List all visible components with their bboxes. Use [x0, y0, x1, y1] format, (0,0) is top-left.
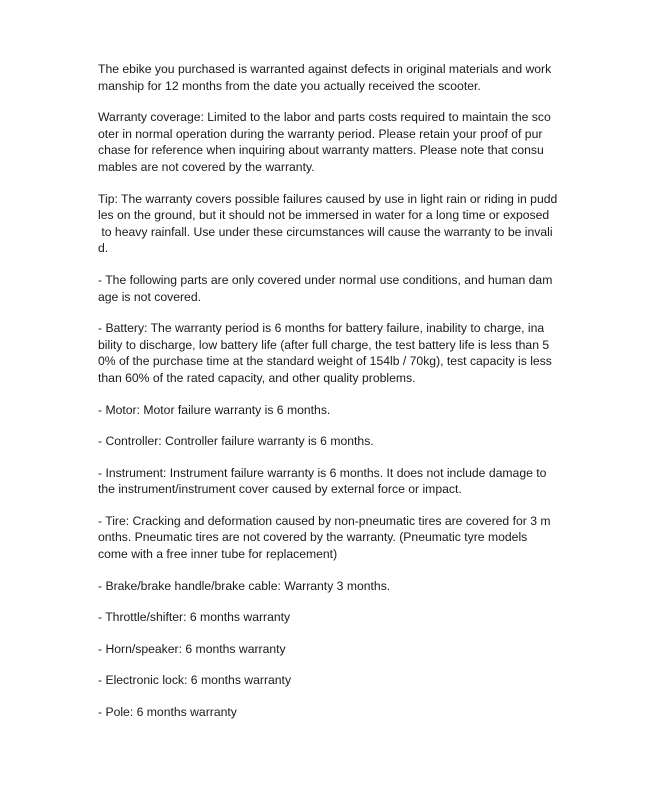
paragraph	[98, 513, 558, 563]
text-line: - Tire: Cracking and deformation caused by non-pneumatic tires are covered for 3 m	[98, 513, 551, 528]
text-line: - The following parts are only covered under normal use conditions, and human dam	[98, 272, 553, 287]
text-line: - Motor: Motor failure warranty is 6 months.	[98, 402, 331, 417]
paragraph	[98, 402, 558, 419]
text-line: - Instrument: Instrument failure warranty is 6 months. It does not include damage to	[98, 465, 547, 480]
text-line: Warranty coverage: Limited to the labor and parts costs required to maintain the sco	[98, 110, 551, 125]
text-line: the instrument/instrument cover caused by external force or impact.	[98, 482, 462, 497]
text-line: manship for 12 months from the date you actually received the scooter.	[98, 78, 481, 93]
text-line: to heavy rainfall. Use under these circumstances will cause the warranty to be invali	[98, 224, 553, 239]
text-line: - Battery: The warranty period is 6 months for battery failure, inability to charge, ina	[98, 321, 545, 336]
text-line: oter in normal operation during the warranty period. Please retain your proof of pur	[98, 126, 543, 141]
paragraph	[98, 320, 558, 386]
text-line: The ebike you purchased is warranted against defects in original materials and work	[98, 62, 552, 76]
text-line: d.	[98, 241, 109, 256]
paragraph	[98, 109, 558, 175]
warranty-text-body	[98, 61, 558, 736]
text-line: - Horn/speaker: 6 months warranty	[98, 641, 286, 656]
text-line: - Throttle/shifter: 6 months warranty	[98, 610, 291, 625]
text-line: 0% of the purchase time at the standard weight of 154lb / 70kg), test capacity is less	[98, 354, 552, 369]
text-line: onths. Pneumatic tires are not covered by the warranty. (Pneumatic tyre models	[98, 530, 528, 545]
paragraph	[98, 641, 558, 658]
text-line: Tip: The warranty covers possible failures caused by use in light rain or riding in pudd	[98, 191, 558, 206]
text-line: les on the ground, but it should not be immersed in water for a long time or exposed	[98, 208, 550, 223]
paragraph	[98, 433, 558, 450]
text-line: - Electronic lock: 6 months warranty	[98, 673, 292, 688]
text-line: - Pole: 6 months warranty	[98, 705, 237, 720]
paragraph	[98, 609, 558, 626]
text-line: than 60% of the rated capacity, and other quality problems.	[98, 370, 416, 385]
paragraph	[98, 704, 558, 721]
text-line: age is not covered.	[98, 289, 201, 304]
text-line: - Controller: Controller failure warranty is 6 months.	[98, 434, 374, 449]
paragraph	[98, 61, 558, 94]
text-line: - Brake/brake handle/brake cable: Warranty 3 months.	[98, 578, 391, 593]
paragraph	[98, 578, 558, 595]
text-line: mables are not covered by the warranty.	[98, 159, 315, 174]
text-line: come with a free inner tube for replacement)	[98, 547, 338, 562]
paragraph	[98, 465, 558, 498]
text-line: chase for reference when inquiring about warranty matters. Please note that consu	[98, 143, 544, 158]
paragraph	[98, 672, 558, 689]
paragraph	[98, 272, 558, 305]
paragraph	[98, 191, 558, 257]
text-line: bility to discharge, low battery life (after full charge, the test battery life is less than 5	[98, 337, 550, 352]
